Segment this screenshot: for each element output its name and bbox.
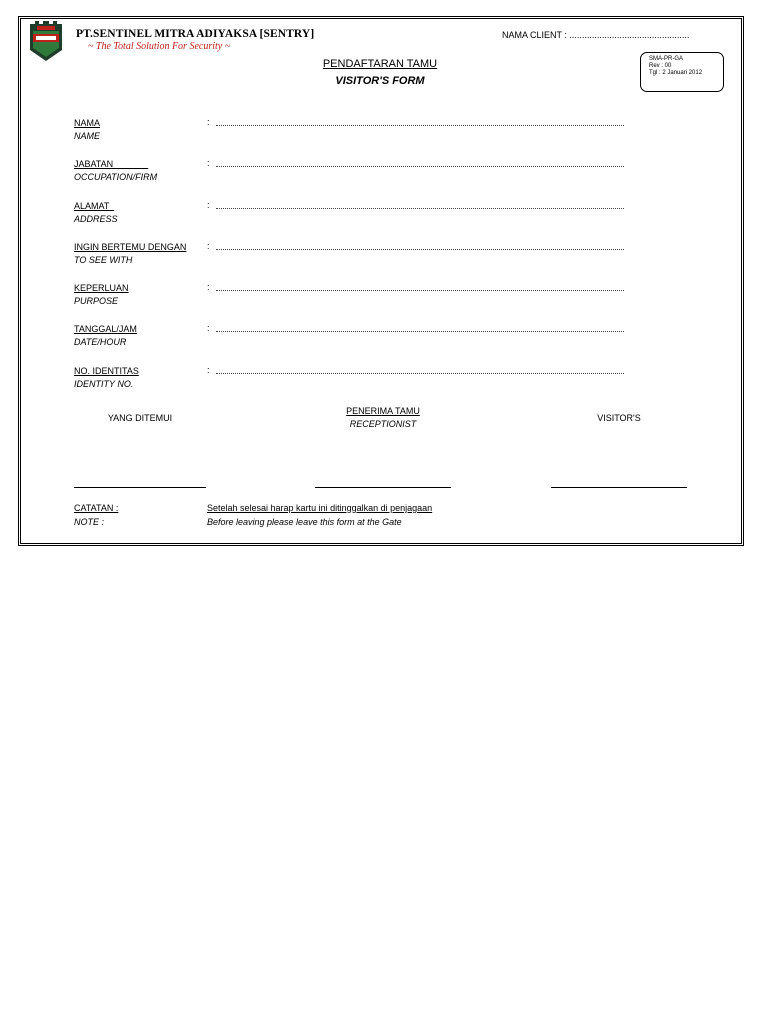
field-label: NAMA — [74, 118, 101, 128]
signature-receptionist-label: PENERIMA TAMU — [346, 406, 420, 416]
field-sublabel: PURPOSE — [74, 296, 119, 306]
field-occupation[interactable] — [74, 159, 634, 189]
inner-border — [20, 18, 742, 544]
field-name[interactable] — [74, 118, 634, 148]
client-name-field: NAMA CLIENT : ................................................ — [502, 30, 690, 40]
note-label-english: NOTE : — [74, 517, 105, 527]
form-title-english: VISITOR'S FORM — [335, 75, 425, 87]
note-label: CATATAN : — [74, 503, 119, 513]
field-colon: : — [207, 117, 210, 127]
field-sublabel: OCCUPATION/FIRM — [74, 172, 158, 182]
field-dotted-line[interactable] — [216, 125, 624, 126]
field-sublabel: DATE/HOUR — [74, 337, 127, 347]
signature-receptionist-block — [308, 406, 458, 429]
company-tagline: ~ The Total Solution For Security ~ — [88, 41, 231, 52]
field-colon: : — [207, 241, 210, 251]
field-label: TANGGAL/JAM — [74, 324, 137, 334]
document-reference-box — [640, 52, 724, 92]
signature-receptionist-sublabel: RECEPTIONIST — [349, 419, 417, 429]
field-colon: : — [207, 282, 210, 292]
signature-visitor-label: VISITOR'S — [597, 413, 641, 423]
reference-code: SMA-PR-GA — [649, 56, 684, 62]
field-identity-no[interactable] — [74, 366, 634, 396]
field-colon: : — [207, 365, 210, 375]
note-text-english: Before leaving please leave this form at the Gate — [207, 517, 402, 527]
form-border — [18, 16, 744, 546]
note-text: Setelah selesai harap kartu ini ditinggalkan di penjagaan — [207, 503, 433, 513]
field-colon: : — [207, 200, 210, 210]
signature-line-visitor[interactable] — [551, 487, 687, 488]
field-dotted-line[interactable] — [216, 331, 624, 332]
field-dotted-line[interactable] — [216, 166, 624, 167]
field-dotted-line[interactable] — [216, 373, 624, 374]
field-sublabel: TO SEE WITH — [74, 255, 133, 265]
field-sublabel: IDENTITY NO. — [74, 379, 134, 389]
field-address[interactable] — [74, 201, 634, 231]
field-colon: : — [207, 158, 210, 168]
reference-date: Tgl : 2 Januari 2012 — [649, 70, 703, 76]
field-dotted-line[interactable] — [216, 290, 624, 291]
field-sublabel: ADDRESS — [74, 214, 118, 224]
company-name: PT.SENTINEL MITRA ADIYAKSA [SENTRY] — [76, 28, 315, 40]
field-label: JABATAN — [74, 159, 149, 169]
field-label: KEPERLUAN — [74, 283, 129, 293]
field-label: NO. IDENTITAS — [74, 366, 139, 376]
field-dotted-line[interactable] — [216, 249, 624, 250]
reference-revision: Rev : 00 — [649, 63, 672, 69]
field-purpose[interactable] — [74, 283, 634, 313]
field-date-hour[interactable] — [74, 324, 634, 354]
field-dotted-line[interactable] — [216, 208, 624, 209]
field-colon: : — [207, 323, 210, 333]
field-label: ALAMAT — [74, 201, 115, 211]
company-logo-icon — [29, 20, 63, 62]
field-to-see-with[interactable] — [74, 242, 634, 272]
field-sublabel: NAME — [74, 131, 101, 141]
form-title: PENDAFTARAN TAMU — [322, 58, 438, 70]
signature-host-label: YANG DITEMUI — [107, 413, 173, 423]
signature-line-receptionist[interactable] — [315, 487, 451, 488]
field-label: INGIN BERTEMU DENGAN — [74, 242, 187, 252]
signature-line-host[interactable] — [74, 487, 206, 488]
